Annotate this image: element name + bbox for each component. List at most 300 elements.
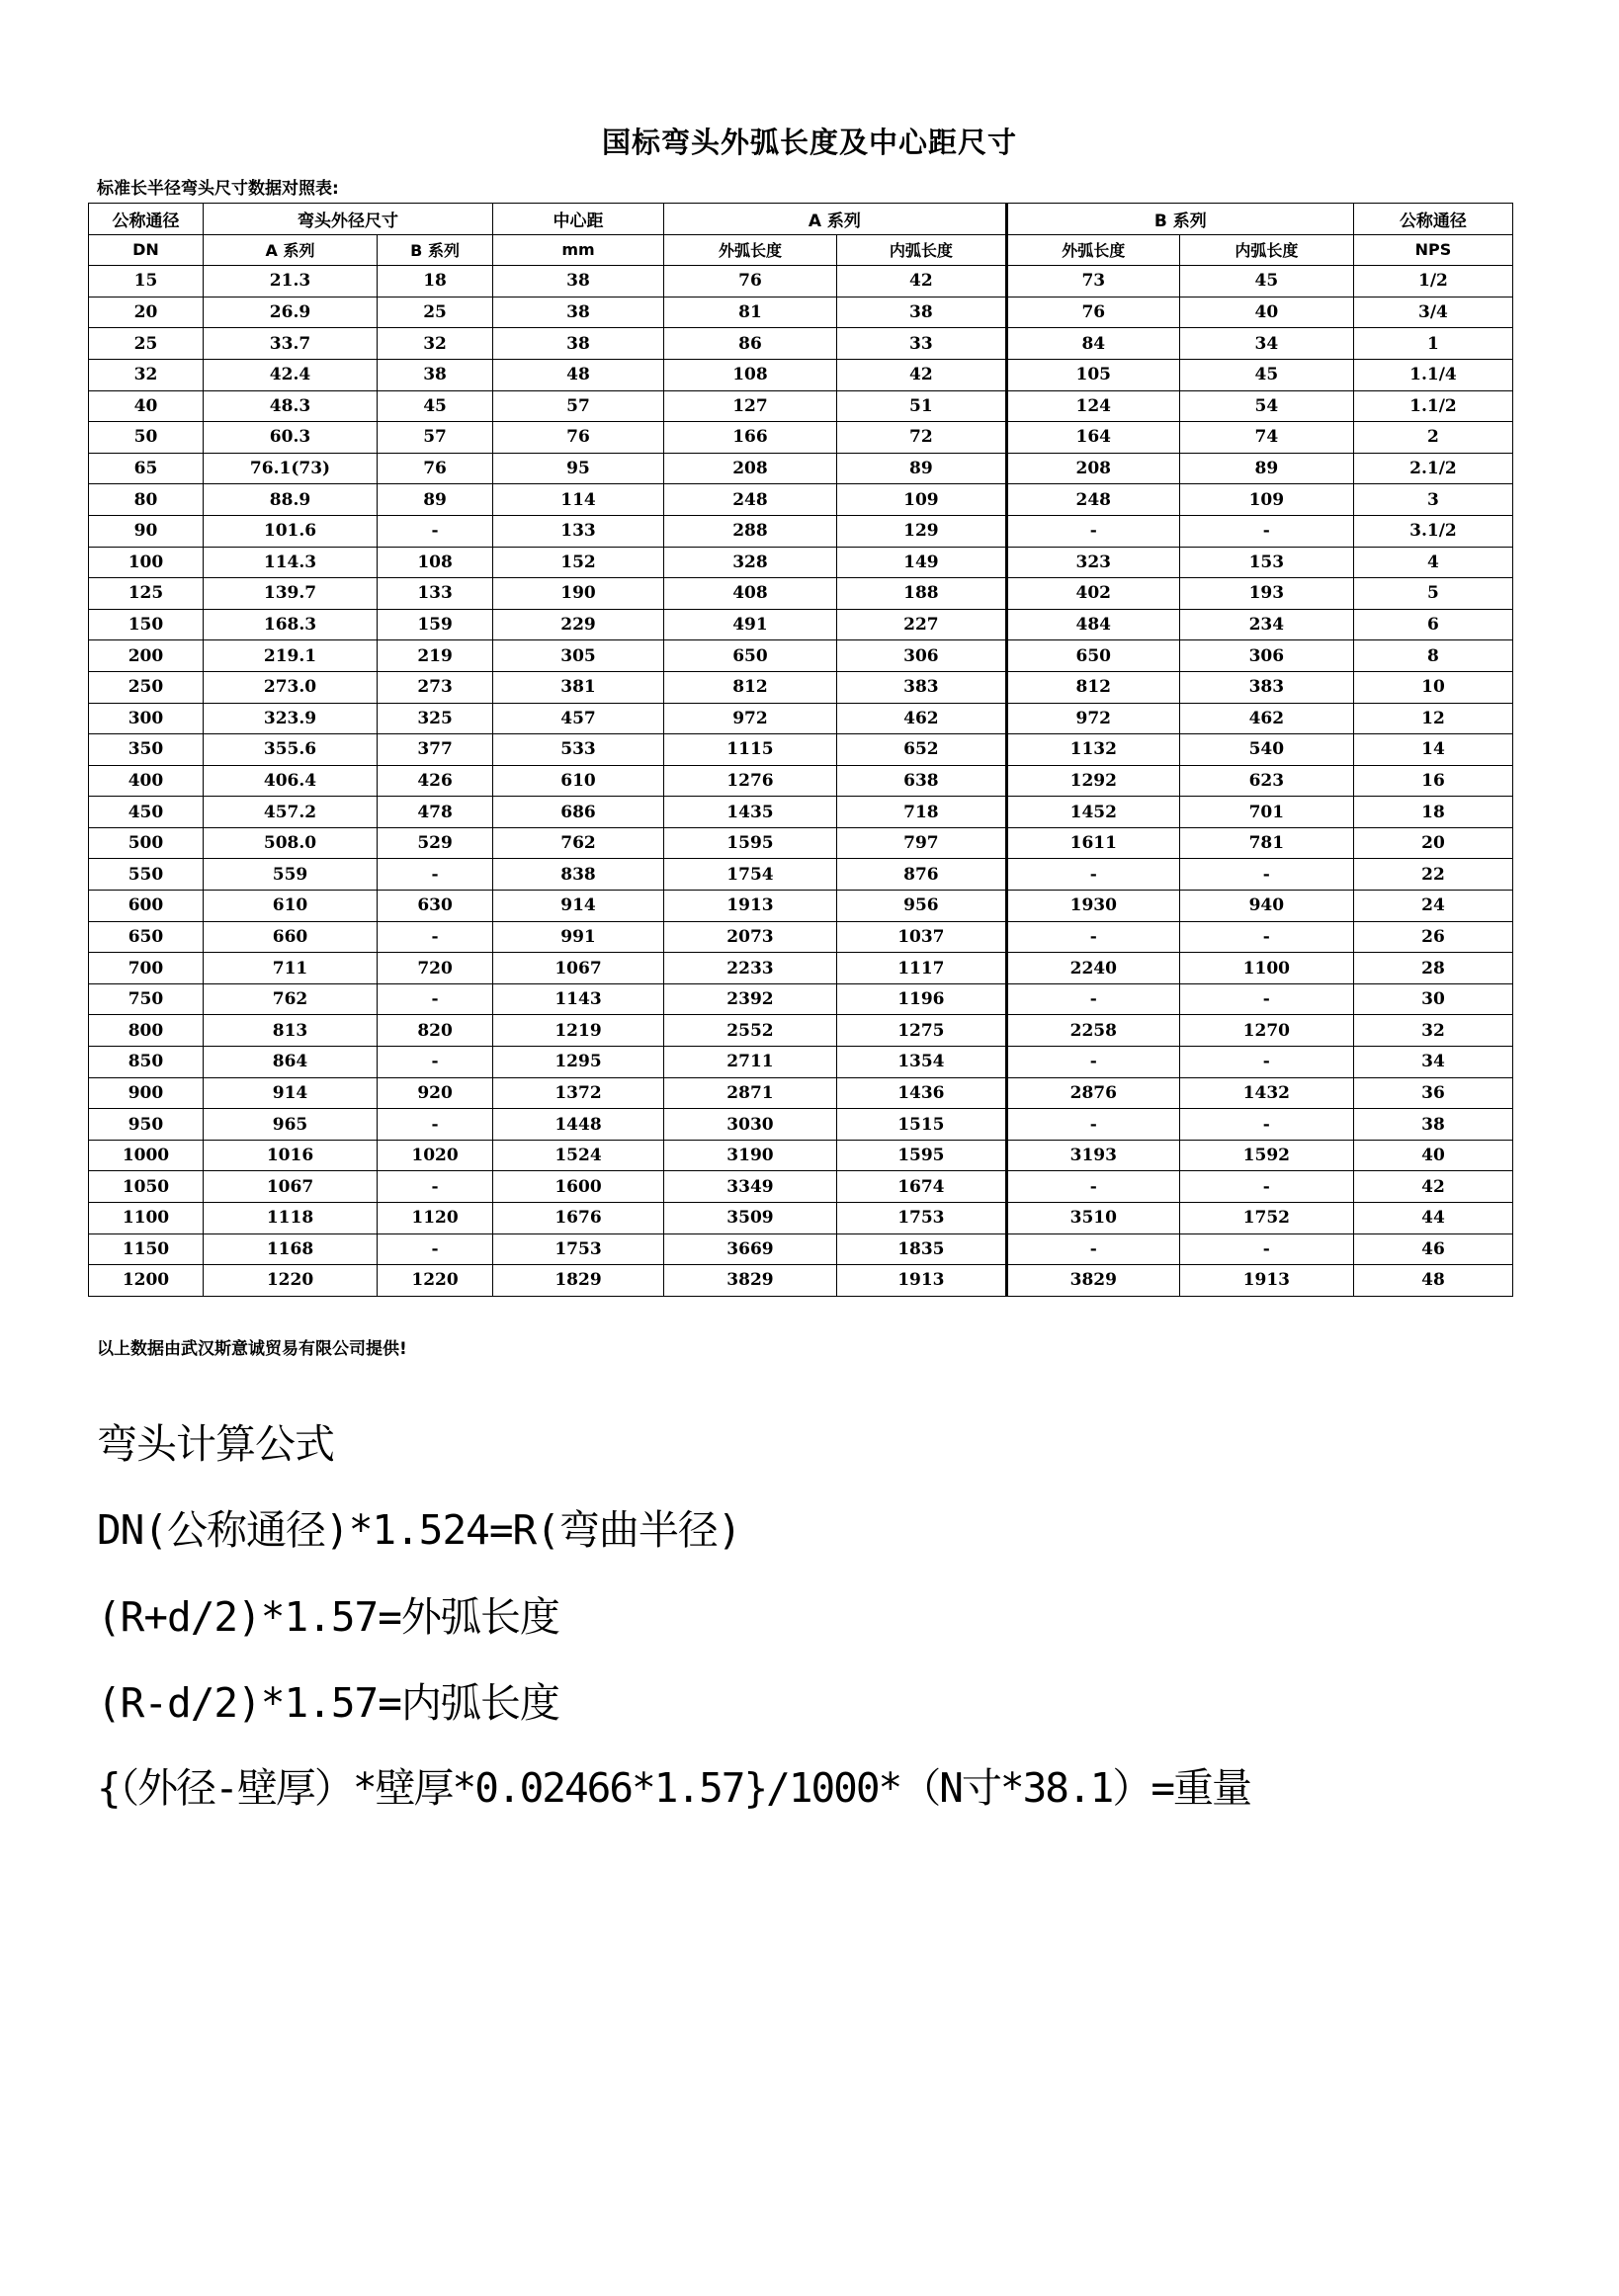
cell-b-inner-arc: -	[1179, 1109, 1353, 1141]
cell-a-outer-arc: 2233	[663, 953, 836, 984]
cell-od-a: 139.7	[203, 578, 377, 610]
cell-dn: 300	[89, 703, 204, 734]
cell-od-b: 273	[378, 671, 493, 703]
table-row	[89, 609, 1513, 640]
cell-od-b: 133	[378, 578, 493, 610]
cell-b-inner-arc: 1432	[1179, 1077, 1353, 1109]
cell-nps: 22	[1353, 859, 1512, 891]
cell-a-outer-arc: 491	[663, 609, 836, 640]
cell-a-inner-arc: 1117	[836, 953, 1006, 984]
cell-a-inner-arc: 383	[836, 671, 1006, 703]
cell-b-outer-arc: -	[1006, 1047, 1179, 1078]
cell-a-inner-arc: 149	[836, 547, 1006, 578]
cell-center-distance: 1524	[493, 1140, 664, 1171]
cell-b-outer-arc: 3193	[1006, 1140, 1179, 1171]
cell-dn: 15	[89, 266, 204, 298]
table-row	[89, 1109, 1513, 1141]
cell-nps: 30	[1353, 983, 1512, 1015]
table-row	[89, 734, 1513, 766]
table-row	[89, 1233, 1513, 1265]
header-a-inner-arc: 内弧长度	[836, 234, 1006, 266]
cell-od-a: 273.0	[203, 671, 377, 703]
cell-b-outer-arc: 1611	[1006, 827, 1179, 859]
cell-nps: 32	[1353, 1015, 1512, 1047]
cell-dn: 600	[89, 891, 204, 922]
table-row	[89, 827, 1513, 859]
cell-b-inner-arc: -	[1179, 1171, 1353, 1203]
cell-nps: 42	[1353, 1171, 1512, 1203]
cell-od-a: 1118	[203, 1203, 377, 1234]
cell-b-outer-arc: -	[1006, 1109, 1179, 1141]
table-row	[89, 266, 1513, 298]
cell-a-outer-arc: 3030	[663, 1109, 836, 1141]
cell-nps: 34	[1353, 1047, 1512, 1078]
cell-dn: 250	[89, 671, 204, 703]
table-row	[89, 1047, 1513, 1078]
cell-od-a: 355.6	[203, 734, 377, 766]
cell-dn: 800	[89, 1015, 204, 1047]
cell-b-inner-arc: 1913	[1179, 1265, 1353, 1297]
cell-center-distance: 1143	[493, 983, 664, 1015]
cell-a-inner-arc: 462	[836, 703, 1006, 734]
cell-a-outer-arc: 3669	[663, 1233, 836, 1265]
cell-nps: 18	[1353, 797, 1512, 828]
cell-b-outer-arc: -	[1006, 921, 1179, 953]
table-row	[89, 1203, 1513, 1234]
cell-od-a: 762	[203, 983, 377, 1015]
cell-dn: 450	[89, 797, 204, 828]
cell-od-a: 660	[203, 921, 377, 953]
cell-center-distance: 152	[493, 547, 664, 578]
cell-a-inner-arc: 306	[836, 640, 1006, 672]
cell-b-inner-arc: 45	[1179, 266, 1353, 298]
cell-nps: 36	[1353, 1077, 1512, 1109]
cell-b-inner-arc: 34	[1179, 328, 1353, 360]
cell-od-b: -	[378, 1109, 493, 1141]
cell-b-outer-arc: -	[1006, 515, 1179, 547]
cell-b-outer-arc: 1292	[1006, 765, 1179, 797]
header-a-series: A 系列	[663, 204, 1006, 235]
cell-nps: 14	[1353, 734, 1512, 766]
table-row	[89, 484, 1513, 516]
cell-a-inner-arc: 109	[836, 484, 1006, 516]
cell-b-outer-arc: 323	[1006, 547, 1179, 578]
cell-nps: 2.1/2	[1353, 453, 1512, 484]
cell-b-inner-arc: 1270	[1179, 1015, 1353, 1047]
cell-a-outer-arc: 127	[663, 390, 836, 422]
cell-b-inner-arc: -	[1179, 859, 1353, 891]
cell-nps: 1/2	[1353, 266, 1512, 298]
cell-od-b: -	[378, 1233, 493, 1265]
cell-nps: 8	[1353, 640, 1512, 672]
table-header-row-1	[89, 204, 1513, 235]
formula-outer-arc: (R+d/2)*1.57=外弧长度	[97, 1593, 559, 1641]
cell-nps: 44	[1353, 1203, 1512, 1234]
cell-nps: 46	[1353, 1233, 1512, 1265]
cell-od-a: 711	[203, 953, 377, 984]
cell-od-b: 1120	[378, 1203, 493, 1234]
cell-dn: 900	[89, 1077, 204, 1109]
cell-b-inner-arc: 306	[1179, 640, 1353, 672]
formula-bend-radius: DN(公称通径)*1.524=R(弯曲半径)	[97, 1506, 741, 1554]
cell-nps: 48	[1353, 1265, 1512, 1297]
cell-dn: 1150	[89, 1233, 204, 1265]
cell-a-inner-arc: 1913	[836, 1265, 1006, 1297]
header-b-inner-arc: 内弧长度	[1179, 234, 1353, 266]
cell-od-a: 1168	[203, 1233, 377, 1265]
cell-od-a: 508.0	[203, 827, 377, 859]
cell-nps: 24	[1353, 891, 1512, 922]
table-row	[89, 859, 1513, 891]
cell-b-outer-arc: 972	[1006, 703, 1179, 734]
cell-center-distance: 38	[493, 297, 664, 328]
table-row	[89, 1015, 1513, 1047]
cell-od-b: 25	[378, 297, 493, 328]
cell-dn: 500	[89, 827, 204, 859]
header-b-series: B 系列	[1006, 204, 1353, 235]
cell-a-inner-arc: 956	[836, 891, 1006, 922]
cell-a-outer-arc: 972	[663, 703, 836, 734]
cell-a-outer-arc: 1595	[663, 827, 836, 859]
cell-a-outer-arc: 1754	[663, 859, 836, 891]
cell-od-a: 457.2	[203, 797, 377, 828]
cell-od-a: 965	[203, 1109, 377, 1141]
table-row	[89, 1140, 1513, 1171]
table-row	[89, 671, 1513, 703]
cell-nps: 10	[1353, 671, 1512, 703]
document-title: 国标弯头外弧长度及中心距尺寸	[601, 126, 1017, 159]
cell-od-a: 60.3	[203, 422, 377, 454]
cell-b-inner-arc: 54	[1179, 390, 1353, 422]
cell-od-b: 377	[378, 734, 493, 766]
cell-od-b: -	[378, 515, 493, 547]
cell-center-distance: 1067	[493, 953, 664, 984]
cell-dn: 850	[89, 1047, 204, 1078]
cell-center-distance: 38	[493, 266, 664, 298]
cell-center-distance: 76	[493, 422, 664, 454]
table-row	[89, 390, 1513, 422]
cell-a-inner-arc: 51	[836, 390, 1006, 422]
cell-od-b: 478	[378, 797, 493, 828]
cell-a-outer-arc: 1435	[663, 797, 836, 828]
cell-a-outer-arc: 1276	[663, 765, 836, 797]
cell-b-inner-arc: 462	[1179, 703, 1353, 734]
cell-a-outer-arc: 1913	[663, 891, 836, 922]
cell-b-outer-arc: 164	[1006, 422, 1179, 454]
cell-nps: 5	[1353, 578, 1512, 610]
cell-nps: 6	[1353, 609, 1512, 640]
header-dn: DN	[89, 234, 204, 266]
cell-dn: 125	[89, 578, 204, 610]
cell-dn: 1050	[89, 1171, 204, 1203]
table-row	[89, 547, 1513, 578]
cell-nps: 1.1/4	[1353, 359, 1512, 390]
cell-od-a: 914	[203, 1077, 377, 1109]
cell-b-inner-arc: 40	[1179, 297, 1353, 328]
cell-dn: 1000	[89, 1140, 204, 1171]
cell-dn: 100	[89, 547, 204, 578]
cell-dn: 350	[89, 734, 204, 766]
formula-inner-arc: (R-d/2)*1.57=内弧长度	[97, 1679, 559, 1727]
cell-a-inner-arc: 72	[836, 422, 1006, 454]
cell-a-outer-arc: 2552	[663, 1015, 836, 1047]
cell-b-outer-arc: 402	[1006, 578, 1179, 610]
cell-b-inner-arc: -	[1179, 921, 1353, 953]
cell-nps: 38	[1353, 1109, 1512, 1141]
cell-b-outer-arc: 3829	[1006, 1265, 1179, 1297]
cell-b-inner-arc: 193	[1179, 578, 1353, 610]
cell-dn: 200	[89, 640, 204, 672]
cell-a-inner-arc: 1037	[836, 921, 1006, 953]
cell-nps: 3/4	[1353, 297, 1512, 328]
cell-center-distance: 1676	[493, 1203, 664, 1234]
cell-center-distance: 1829	[493, 1265, 664, 1297]
cell-b-inner-arc: 89	[1179, 453, 1353, 484]
cell-a-inner-arc: 38	[836, 297, 1006, 328]
cell-a-outer-arc: 408	[663, 578, 836, 610]
cell-od-a: 21.3	[203, 266, 377, 298]
cell-dn: 50	[89, 422, 204, 454]
header-nominal-diameter-nps: 公称通径	[1353, 204, 1512, 235]
cell-od-b: 325	[378, 703, 493, 734]
cell-od-b: 1220	[378, 1265, 493, 1297]
cell-od-b: -	[378, 983, 493, 1015]
cell-center-distance: 1753	[493, 1233, 664, 1265]
cell-a-outer-arc: 2073	[663, 921, 836, 953]
cell-b-inner-arc: 153	[1179, 547, 1353, 578]
cell-b-outer-arc: -	[1006, 1171, 1179, 1203]
cell-od-b: 920	[378, 1077, 493, 1109]
cell-od-a: 33.7	[203, 328, 377, 360]
cell-b-inner-arc: 1592	[1179, 1140, 1353, 1171]
cell-od-a: 864	[203, 1047, 377, 1078]
cell-b-inner-arc: 109	[1179, 484, 1353, 516]
cell-center-distance: 229	[493, 609, 664, 640]
cell-dn: 650	[89, 921, 204, 953]
cell-b-outer-arc: 812	[1006, 671, 1179, 703]
cell-b-inner-arc: 1100	[1179, 953, 1353, 984]
header-od-b-series: B 系列	[378, 234, 493, 266]
cell-a-inner-arc: 797	[836, 827, 1006, 859]
cell-od-b: 57	[378, 422, 493, 454]
cell-nps: 20	[1353, 827, 1512, 859]
cell-a-outer-arc: 3190	[663, 1140, 836, 1171]
cell-a-outer-arc: 2711	[663, 1047, 836, 1078]
cell-a-outer-arc: 108	[663, 359, 836, 390]
table-row	[89, 953, 1513, 984]
cell-center-distance: 1600	[493, 1171, 664, 1203]
table-row	[89, 891, 1513, 922]
cell-center-distance: 1448	[493, 1109, 664, 1141]
header-nominal-diameter: 公称通径	[89, 204, 204, 235]
cell-center-distance: 133	[493, 515, 664, 547]
formula-weight: {（外径-壁厚）*壁厚*0.02466*1.57}/1000*（N寸*38.1）=重量	[97, 1764, 1251, 1812]
cell-a-inner-arc: 1835	[836, 1233, 1006, 1265]
cell-dn: 400	[89, 765, 204, 797]
cell-center-distance: 57	[493, 390, 664, 422]
cell-od-b: 38	[378, 359, 493, 390]
cell-b-inner-arc: 383	[1179, 671, 1353, 703]
table-row	[89, 578, 1513, 610]
cell-b-outer-arc: 105	[1006, 359, 1179, 390]
cell-nps: 1.1/2	[1353, 390, 1512, 422]
cell-b-outer-arc: 2258	[1006, 1015, 1179, 1047]
cell-a-outer-arc: 166	[663, 422, 836, 454]
cell-b-outer-arc: 124	[1006, 390, 1179, 422]
cell-center-distance: 838	[493, 859, 664, 891]
cell-center-distance: 190	[493, 578, 664, 610]
cell-b-outer-arc: 248	[1006, 484, 1179, 516]
table-row	[89, 297, 1513, 328]
header-nps: NPS	[1353, 234, 1512, 266]
table-row	[89, 328, 1513, 360]
cell-od-b: 18	[378, 266, 493, 298]
cell-a-outer-arc: 2392	[663, 983, 836, 1015]
cell-a-outer-arc: 208	[663, 453, 836, 484]
table-header-row-2	[89, 234, 1513, 266]
cell-a-inner-arc: 1354	[836, 1047, 1006, 1078]
cell-od-a: 42.4	[203, 359, 377, 390]
table-caption: 标准长半径弯头尺寸数据对照表:	[97, 179, 339, 199]
cell-od-a: 1220	[203, 1265, 377, 1297]
table-row	[89, 453, 1513, 484]
cell-b-outer-arc: 208	[1006, 453, 1179, 484]
cell-b-inner-arc: 45	[1179, 359, 1353, 390]
cell-center-distance: 686	[493, 797, 664, 828]
cell-a-inner-arc: 188	[836, 578, 1006, 610]
cell-dn: 80	[89, 484, 204, 516]
elbow-dimension-table	[88, 203, 1513, 1297]
cell-center-distance: 305	[493, 640, 664, 672]
cell-dn: 550	[89, 859, 204, 891]
header-center-distance: 中心距	[493, 204, 664, 235]
cell-a-inner-arc: 42	[836, 359, 1006, 390]
cell-a-outer-arc: 288	[663, 515, 836, 547]
cell-a-inner-arc: 652	[836, 734, 1006, 766]
cell-b-outer-arc: 2876	[1006, 1077, 1179, 1109]
cell-a-inner-arc: 227	[836, 609, 1006, 640]
cell-a-outer-arc: 3829	[663, 1265, 836, 1297]
cell-b-inner-arc: 234	[1179, 609, 1353, 640]
cell-center-distance: 762	[493, 827, 664, 859]
table-row	[89, 1077, 1513, 1109]
cell-od-b: 1020	[378, 1140, 493, 1171]
table-row	[89, 1265, 1513, 1297]
cell-a-inner-arc: 129	[836, 515, 1006, 547]
cell-nps: 12	[1353, 703, 1512, 734]
cell-dn: 65	[89, 453, 204, 484]
cell-center-distance: 610	[493, 765, 664, 797]
header-outer-diameter: 弯头外径尺寸	[203, 204, 492, 235]
table-row	[89, 1171, 1513, 1203]
cell-nps: 3.1/2	[1353, 515, 1512, 547]
header-b-outer-arc: 外弧长度	[1006, 234, 1179, 266]
cell-od-a: 48.3	[203, 390, 377, 422]
header-od-a-series: A 系列	[203, 234, 377, 266]
header-a-outer-arc: 外弧长度	[663, 234, 836, 266]
cell-a-inner-arc: 1595	[836, 1140, 1006, 1171]
cell-od-b: -	[378, 859, 493, 891]
cell-od-b: 45	[378, 390, 493, 422]
cell-dn: 1200	[89, 1265, 204, 1297]
cell-a-outer-arc: 3349	[663, 1171, 836, 1203]
table-row	[89, 515, 1513, 547]
cell-od-a: 114.3	[203, 547, 377, 578]
cell-b-outer-arc: 484	[1006, 609, 1179, 640]
cell-b-outer-arc: 3510	[1006, 1203, 1179, 1234]
cell-od-a: 323.9	[203, 703, 377, 734]
cell-nps: 1	[1353, 328, 1512, 360]
cell-b-inner-arc: 74	[1179, 422, 1353, 454]
cell-od-a: 76.1(73)	[203, 453, 377, 484]
cell-a-inner-arc: 1515	[836, 1109, 1006, 1141]
cell-a-outer-arc: 76	[663, 266, 836, 298]
cell-b-outer-arc: 1452	[1006, 797, 1179, 828]
table-row	[89, 765, 1513, 797]
source-note: 以上数据由武汉斯意诚贸易有限公司提供!	[97, 1339, 407, 1359]
cell-dn: 700	[89, 953, 204, 984]
cell-od-a: 813	[203, 1015, 377, 1047]
cell-dn: 750	[89, 983, 204, 1015]
cell-a-outer-arc: 2871	[663, 1077, 836, 1109]
cell-a-outer-arc: 81	[663, 297, 836, 328]
cell-dn: 40	[89, 390, 204, 422]
cell-a-inner-arc: 33	[836, 328, 1006, 360]
cell-b-outer-arc: 650	[1006, 640, 1179, 672]
cell-center-distance: 1372	[493, 1077, 664, 1109]
cell-b-inner-arc: 701	[1179, 797, 1353, 828]
cell-od-b: 630	[378, 891, 493, 922]
cell-center-distance: 914	[493, 891, 664, 922]
table-row	[89, 640, 1513, 672]
cell-od-b: 426	[378, 765, 493, 797]
cell-b-outer-arc: 1132	[1006, 734, 1179, 766]
cell-b-outer-arc: 73	[1006, 266, 1179, 298]
cell-a-inner-arc: 1275	[836, 1015, 1006, 1047]
cell-od-a: 168.3	[203, 609, 377, 640]
cell-center-distance: 38	[493, 328, 664, 360]
cell-nps: 2	[1353, 422, 1512, 454]
cell-center-distance: 114	[493, 484, 664, 516]
cell-dn: 1100	[89, 1203, 204, 1234]
cell-od-a: 101.6	[203, 515, 377, 547]
cell-od-b: -	[378, 1171, 493, 1203]
cell-nps: 4	[1353, 547, 1512, 578]
cell-b-inner-arc: 540	[1179, 734, 1353, 766]
cell-a-outer-arc: 650	[663, 640, 836, 672]
table-row	[89, 797, 1513, 828]
cell-a-inner-arc: 1436	[836, 1077, 1006, 1109]
cell-dn: 20	[89, 297, 204, 328]
cell-od-b: 720	[378, 953, 493, 984]
cell-center-distance: 457	[493, 703, 664, 734]
cell-b-outer-arc: 1930	[1006, 891, 1179, 922]
cell-dn: 950	[89, 1109, 204, 1141]
cell-a-outer-arc: 812	[663, 671, 836, 703]
cell-od-b: -	[378, 1047, 493, 1078]
cell-nps: 26	[1353, 921, 1512, 953]
cell-od-a: 559	[203, 859, 377, 891]
cell-od-b: 89	[378, 484, 493, 516]
cell-od-a: 406.4	[203, 765, 377, 797]
table-row	[89, 422, 1513, 454]
cell-a-inner-arc: 1753	[836, 1203, 1006, 1234]
cell-a-outer-arc: 1115	[663, 734, 836, 766]
cell-a-outer-arc: 328	[663, 547, 836, 578]
cell-od-a: 1016	[203, 1140, 377, 1171]
cell-od-a: 1067	[203, 1171, 377, 1203]
cell-b-inner-arc: -	[1179, 1233, 1353, 1265]
